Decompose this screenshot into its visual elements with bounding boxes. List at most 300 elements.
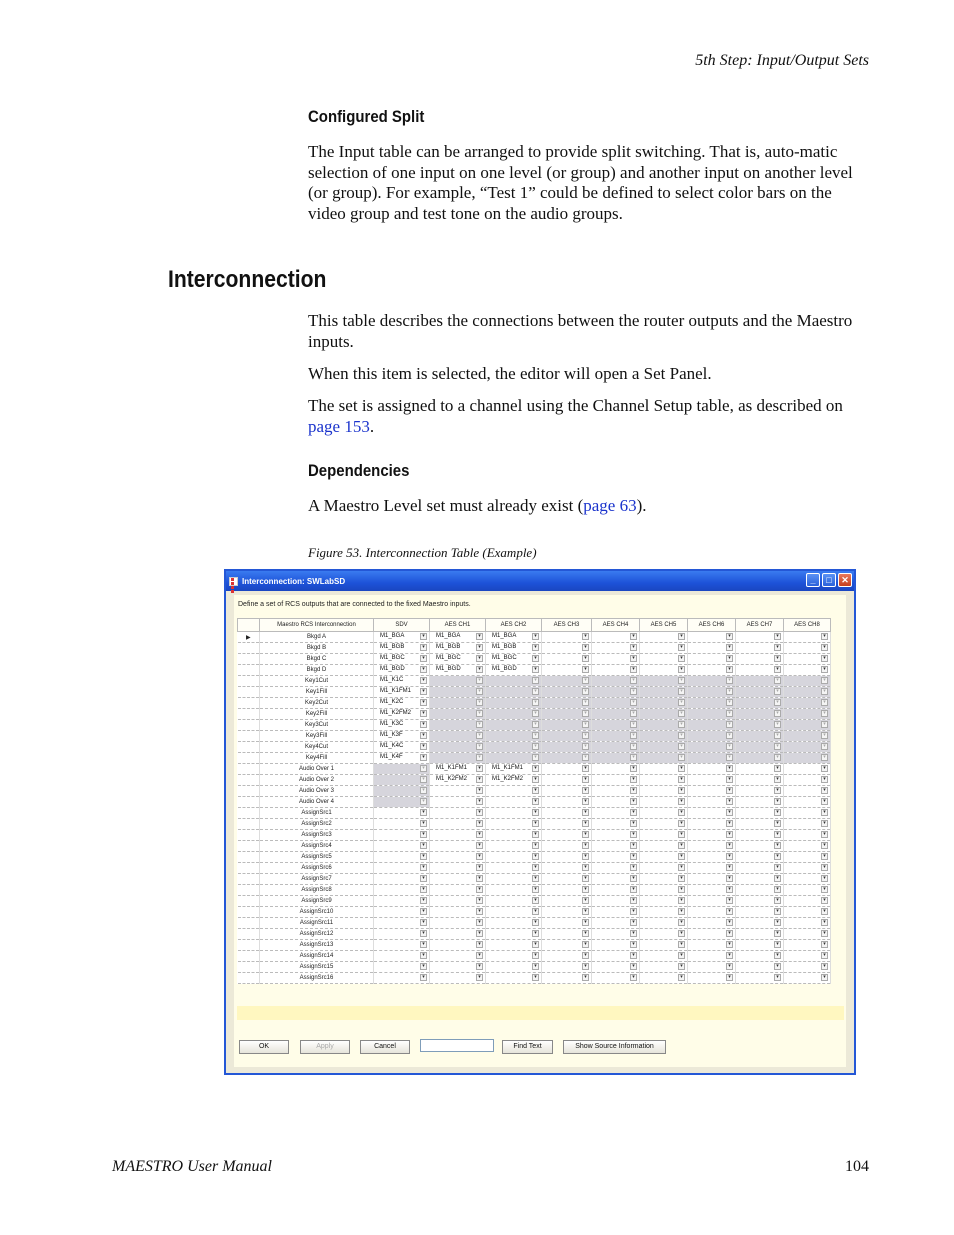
dropdown-arrow-icon[interactable]: ▾ — [476, 831, 483, 838]
grid-cell[interactable] — [592, 907, 640, 918]
grid-cell[interactable] — [486, 918, 542, 929]
grid-cell[interactable] — [486, 764, 542, 775]
dropdown-arrow-icon[interactable]: ▾ — [726, 798, 733, 805]
dropdown-arrow-icon[interactable]: ▾ — [678, 897, 685, 904]
dropdown-arrow-icon[interactable]: ▾ — [726, 941, 733, 948]
dropdown-arrow-icon[interactable]: ▾ — [420, 952, 427, 959]
table-row[interactable] — [238, 841, 831, 852]
find-text-button[interactable]: Find Text — [502, 1040, 553, 1054]
grid-cell[interactable] — [374, 808, 430, 819]
dropdown-arrow-icon[interactable]: ▾ — [774, 776, 781, 783]
dropdown-arrow-icon[interactable]: ▾ — [476, 842, 483, 849]
dropdown-arrow-icon[interactable]: ▾ — [774, 919, 781, 926]
grid-cell[interactable] — [784, 654, 831, 665]
dropdown-arrow-icon[interactable]: ▾ — [420, 831, 427, 838]
row-selector[interactable] — [238, 808, 260, 819]
grid-cell[interactable] — [430, 797, 486, 808]
dropdown-arrow-icon[interactable]: ▾ — [726, 875, 733, 882]
grid-cell[interactable] — [784, 973, 831, 984]
grid-cell[interactable] — [430, 665, 486, 676]
grid-cell[interactable] — [430, 775, 486, 786]
dropdown-arrow-icon[interactable]: ▾ — [532, 963, 539, 970]
dropdown-arrow-icon[interactable]: ▾ — [582, 952, 589, 959]
row-selector[interactable] — [238, 753, 260, 764]
dropdown-arrow-icon[interactable]: ▾ — [678, 952, 685, 959]
grid-cell[interactable] — [374, 863, 430, 874]
grid-cell[interactable] — [688, 962, 736, 973]
grid-cell[interactable] — [486, 885, 542, 896]
dropdown-arrow-icon[interactable]: ▾ — [532, 842, 539, 849]
grid-cell[interactable] — [486, 841, 542, 852]
dropdown-arrow-icon[interactable]: ▾ — [420, 633, 427, 640]
grid-cell[interactable] — [688, 830, 736, 841]
grid-cell[interactable] — [688, 929, 736, 940]
row-selector[interactable] — [238, 676, 260, 687]
dropdown-arrow-icon[interactable]: ▾ — [774, 952, 781, 959]
grid-cell[interactable] — [784, 643, 831, 654]
grid-cell[interactable] — [784, 918, 831, 929]
dropdown-arrow-icon[interactable]: ▾ — [774, 809, 781, 816]
grid-cell[interactable] — [688, 654, 736, 665]
dropdown-arrow-icon[interactable]: ▾ — [420, 919, 427, 926]
grid-cell[interactable] — [592, 786, 640, 797]
dropdown-arrow-icon[interactable]: ▾ — [532, 809, 539, 816]
table-row[interactable] — [238, 632, 831, 643]
table-row[interactable] — [238, 731, 831, 742]
dropdown-arrow-icon[interactable]: ▾ — [774, 655, 781, 662]
grid-cell[interactable] — [736, 907, 784, 918]
dropdown-arrow-icon[interactable]: ▾ — [630, 809, 637, 816]
dropdown-arrow-icon[interactable]: ▾ — [678, 842, 685, 849]
dropdown-arrow-icon[interactable]: ▾ — [420, 842, 427, 849]
dropdown-arrow-icon[interactable]: ▾ — [630, 919, 637, 926]
grid-cell[interactable] — [736, 885, 784, 896]
grid-cell[interactable] — [688, 786, 736, 797]
grid-cell[interactable] — [688, 819, 736, 830]
grid-cell[interactable] — [688, 665, 736, 676]
dropdown-arrow-icon[interactable]: ▾ — [476, 864, 483, 871]
grid-cell[interactable] — [592, 973, 640, 984]
dropdown-arrow-icon[interactable]: ▾ — [821, 864, 828, 871]
grid-cell[interactable] — [374, 698, 430, 709]
dropdown-arrow-icon[interactable]: ▾ — [582, 974, 589, 981]
table-row[interactable] — [238, 698, 831, 709]
grid-cell[interactable] — [542, 852, 592, 863]
dropdown-arrow-icon[interactable]: ▾ — [630, 787, 637, 794]
dropdown-arrow-icon[interactable]: ▾ — [582, 655, 589, 662]
grid-cell[interactable] — [640, 951, 688, 962]
grid-cell[interactable] — [592, 940, 640, 951]
dropdown-arrow-icon[interactable]: ▾ — [821, 952, 828, 959]
grid-cell[interactable] — [542, 797, 592, 808]
dropdown-arrow-icon[interactable]: ▾ — [630, 853, 637, 860]
table-row[interactable] — [238, 863, 831, 874]
grid-cell[interactable] — [640, 907, 688, 918]
grid-cell[interactable] — [542, 764, 592, 775]
row-selector[interactable] — [238, 654, 260, 665]
grid-cell[interactable] — [542, 874, 592, 885]
dropdown-arrow-icon[interactable]: ▾ — [476, 908, 483, 915]
dropdown-arrow-icon[interactable]: ▾ — [582, 633, 589, 640]
row-selector[interactable] — [238, 852, 260, 863]
grid-cell[interactable] — [592, 896, 640, 907]
grid-cell[interactable] — [640, 896, 688, 907]
grid-cell[interactable] — [688, 973, 736, 984]
table-row[interactable] — [238, 676, 831, 687]
grid-cell[interactable] — [430, 896, 486, 907]
grid-cell[interactable] — [592, 797, 640, 808]
dropdown-arrow-icon[interactable]: ▾ — [678, 886, 685, 893]
grid-cell[interactable] — [736, 786, 784, 797]
column-header[interactable]: AES CH8 — [784, 619, 831, 632]
grid-cell[interactable] — [486, 797, 542, 808]
grid-cell[interactable] — [374, 973, 430, 984]
dropdown-arrow-icon[interactable]: ▾ — [630, 655, 637, 662]
dropdown-arrow-icon[interactable]: ▾ — [476, 919, 483, 926]
row-selector[interactable] — [238, 687, 260, 698]
grid-cell[interactable] — [430, 962, 486, 973]
table-row[interactable] — [238, 709, 831, 720]
table-row[interactable] — [238, 808, 831, 819]
grid-cell[interactable] — [688, 940, 736, 951]
dropdown-arrow-icon[interactable]: ▾ — [726, 633, 733, 640]
dropdown-arrow-icon[interactable]: ▾ — [821, 963, 828, 970]
row-selector[interactable] — [238, 698, 260, 709]
grid-cell[interactable] — [486, 654, 542, 665]
table-row[interactable] — [238, 764, 831, 775]
row-selector[interactable] — [238, 874, 260, 885]
dropdown-arrow-icon[interactable]: ▾ — [678, 644, 685, 651]
dropdown-arrow-icon[interactable]: ▾ — [726, 897, 733, 904]
dropdown-arrow-icon[interactable]: ▾ — [476, 974, 483, 981]
maximize-button[interactable]: □ — [822, 573, 836, 587]
dropdown-arrow-icon[interactable]: ▾ — [532, 831, 539, 838]
dropdown-arrow-icon[interactable]: ▾ — [774, 864, 781, 871]
grid-cell[interactable] — [542, 643, 592, 654]
grid-cell[interactable] — [736, 962, 784, 973]
row-selector[interactable] — [238, 720, 260, 731]
row-selector[interactable] — [238, 973, 260, 984]
dropdown-arrow-icon[interactable]: ▾ — [726, 930, 733, 937]
dropdown-arrow-icon[interactable]: ▾ — [726, 655, 733, 662]
grid-cell[interactable] — [640, 962, 688, 973]
row-selector[interactable] — [238, 841, 260, 852]
dropdown-arrow-icon[interactable]: ▾ — [726, 765, 733, 772]
dropdown-arrow-icon[interactable]: ▾ — [774, 875, 781, 882]
grid-cell[interactable] — [736, 863, 784, 874]
grid-cell[interactable] — [374, 940, 430, 951]
grid-cell[interactable] — [640, 973, 688, 984]
dropdown-arrow-icon[interactable]: ▾ — [476, 765, 483, 772]
column-header[interactable]: AES CH4 — [592, 619, 640, 632]
dropdown-arrow-icon[interactable]: ▾ — [582, 820, 589, 827]
table-row[interactable] — [238, 896, 831, 907]
dropdown-arrow-icon[interactable]: ▾ — [476, 798, 483, 805]
grid-cell[interactable] — [542, 632, 592, 643]
grid-cell[interactable] — [430, 863, 486, 874]
dropdown-arrow-icon[interactable]: ▾ — [678, 798, 685, 805]
grid-cell[interactable] — [374, 907, 430, 918]
dropdown-arrow-icon[interactable]: ▾ — [476, 875, 483, 882]
dropdown-arrow-icon[interactable]: ▾ — [678, 776, 685, 783]
grid-cell[interactable] — [784, 830, 831, 841]
grid-cell[interactable] — [430, 643, 486, 654]
grid-cell[interactable] — [592, 775, 640, 786]
grid-cell[interactable] — [592, 951, 640, 962]
table-row[interactable] — [238, 786, 831, 797]
dropdown-arrow-icon[interactable]: ▾ — [476, 897, 483, 904]
grid-cell[interactable] — [688, 775, 736, 786]
grid-cell[interactable] — [542, 918, 592, 929]
close-button[interactable]: ✕ — [838, 573, 852, 587]
grid-cell[interactable] — [592, 808, 640, 819]
dropdown-arrow-icon[interactable]: ▾ — [532, 886, 539, 893]
dropdown-arrow-icon[interactable]: ▾ — [630, 644, 637, 651]
dropdown-arrow-icon[interactable]: ▾ — [582, 919, 589, 926]
dropdown-arrow-icon[interactable]: ▾ — [774, 886, 781, 893]
dropdown-arrow-icon[interactable]: ▾ — [678, 864, 685, 871]
dropdown-arrow-icon[interactable]: ▾ — [678, 809, 685, 816]
dropdown-arrow-icon[interactable]: ▾ — [678, 875, 685, 882]
column-header[interactable]: AES CH5 — [640, 619, 688, 632]
dropdown-arrow-icon[interactable]: ▾ — [821, 908, 828, 915]
dropdown-arrow-icon[interactable]: ▾ — [420, 721, 427, 728]
grid-cell[interactable] — [736, 896, 784, 907]
row-selector[interactable] — [238, 797, 260, 808]
dropdown-arrow-icon[interactable]: ▾ — [630, 930, 637, 937]
dropdown-arrow-icon[interactable]: ▾ — [582, 787, 589, 794]
cancel-button[interactable]: Cancel — [360, 1040, 410, 1054]
dropdown-arrow-icon[interactable]: ▾ — [582, 853, 589, 860]
dropdown-arrow-icon[interactable]: ▾ — [726, 820, 733, 827]
dropdown-arrow-icon[interactable]: ▾ — [678, 930, 685, 937]
dropdown-arrow-icon[interactable]: ▾ — [774, 666, 781, 673]
dropdown-arrow-icon[interactable]: ▾ — [476, 666, 483, 673]
row-selector[interactable] — [238, 742, 260, 753]
row-selector[interactable]: ▶ — [238, 632, 260, 643]
grid-cell[interactable] — [374, 676, 430, 687]
dropdown-arrow-icon[interactable]: ▾ — [582, 963, 589, 970]
grid-cell[interactable] — [592, 852, 640, 863]
dropdown-arrow-icon[interactable]: ▾ — [420, 930, 427, 937]
grid-cell[interactable] — [736, 819, 784, 830]
grid-cell[interactable] — [592, 885, 640, 896]
row-selector[interactable] — [238, 907, 260, 918]
dropdown-arrow-icon[interactable]: ▾ — [582, 765, 589, 772]
grid-cell[interactable] — [640, 654, 688, 665]
grid-cell[interactable] — [736, 764, 784, 775]
grid-cell[interactable] — [688, 885, 736, 896]
table-row[interactable] — [238, 665, 831, 676]
dropdown-arrow-icon[interactable]: ▾ — [476, 809, 483, 816]
dropdown-arrow-icon[interactable]: ▾ — [582, 809, 589, 816]
column-header[interactable]: AES CH2 — [486, 619, 542, 632]
dropdown-arrow-icon[interactable]: ▾ — [630, 864, 637, 871]
dropdown-arrow-icon[interactable]: ▾ — [420, 655, 427, 662]
grid-cell[interactable] — [592, 819, 640, 830]
grid-cell[interactable] — [592, 665, 640, 676]
dropdown-arrow-icon[interactable]: ▾ — [532, 787, 539, 794]
table-row[interactable] — [238, 753, 831, 764]
grid-cell[interactable] — [640, 852, 688, 863]
grid-cell[interactable] — [374, 896, 430, 907]
grid-cell[interactable] — [486, 951, 542, 962]
dropdown-arrow-icon[interactable]: ▾ — [726, 908, 733, 915]
grid-cell[interactable] — [374, 643, 430, 654]
grid-cell[interactable] — [542, 786, 592, 797]
dropdown-arrow-icon[interactable]: ▾ — [821, 919, 828, 926]
dropdown-arrow-icon[interactable]: ▾ — [476, 941, 483, 948]
grid-cell[interactable] — [784, 841, 831, 852]
grid-cell[interactable] — [784, 863, 831, 874]
grid-cell[interactable] — [736, 808, 784, 819]
dropdown-arrow-icon[interactable]: ▾ — [532, 919, 539, 926]
grid-cell[interactable] — [542, 896, 592, 907]
dropdown-arrow-icon[interactable]: ▾ — [774, 974, 781, 981]
dropdown-arrow-icon[interactable]: ▾ — [476, 633, 483, 640]
dropdown-arrow-icon[interactable]: ▾ — [821, 897, 828, 904]
grid-cell[interactable] — [784, 786, 831, 797]
dropdown-arrow-icon[interactable]: ▾ — [774, 831, 781, 838]
dropdown-arrow-icon[interactable]: ▾ — [821, 765, 828, 772]
dropdown-arrow-icon[interactable]: ▾ — [476, 930, 483, 937]
dropdown-arrow-icon[interactable]: ▾ — [678, 908, 685, 915]
grid-cell[interactable] — [542, 841, 592, 852]
grid-cell[interactable] — [640, 874, 688, 885]
dropdown-arrow-icon[interactable]: ▾ — [774, 798, 781, 805]
grid-cell[interactable] — [430, 929, 486, 940]
dropdown-arrow-icon[interactable]: ▾ — [582, 842, 589, 849]
grid-cell[interactable] — [736, 940, 784, 951]
dropdown-arrow-icon[interactable]: ▾ — [476, 952, 483, 959]
dropdown-arrow-icon[interactable]: ▾ — [420, 699, 427, 706]
grid-cell[interactable] — [592, 841, 640, 852]
dropdown-arrow-icon[interactable]: ▾ — [532, 776, 539, 783]
grid-cell[interactable] — [736, 632, 784, 643]
dropdown-arrow-icon[interactable]: ▾ — [532, 820, 539, 827]
grid-cell[interactable] — [784, 896, 831, 907]
grid-cell[interactable] — [688, 918, 736, 929]
dropdown-arrow-icon[interactable]: ▾ — [821, 776, 828, 783]
dropdown-arrow-icon[interactable]: ▾ — [821, 809, 828, 816]
dropdown-arrow-icon[interactable]: ▾ — [774, 897, 781, 904]
dropdown-arrow-icon[interactable]: ▾ — [532, 864, 539, 871]
column-header[interactable]: AES CH3 — [542, 619, 592, 632]
grid-cell[interactable] — [736, 654, 784, 665]
grid-cell[interactable] — [784, 632, 831, 643]
grid-cell[interactable] — [486, 852, 542, 863]
table-row[interactable] — [238, 874, 831, 885]
grid-cell[interactable] — [430, 885, 486, 896]
column-header[interactable]: SDV — [374, 619, 430, 632]
dropdown-arrow-icon[interactable]: ▾ — [630, 941, 637, 948]
minimize-button[interactable]: _ — [806, 573, 820, 587]
name-column-header[interactable]: Maestro RCS Interconnection — [260, 619, 374, 632]
grid-cell[interactable] — [430, 852, 486, 863]
show-source-button[interactable]: Show Source Information — [563, 1040, 666, 1054]
grid-cell[interactable] — [688, 896, 736, 907]
grid-cell[interactable] — [736, 929, 784, 940]
grid-cell[interactable] — [542, 775, 592, 786]
find-input[interactable] — [420, 1039, 494, 1052]
grid-cell[interactable] — [430, 940, 486, 951]
grid-cell[interactable] — [486, 808, 542, 819]
grid-cell[interactable] — [784, 852, 831, 863]
grid-cell[interactable] — [430, 654, 486, 665]
dropdown-arrow-icon[interactable]: ▾ — [532, 875, 539, 882]
grid-cell[interactable] — [430, 841, 486, 852]
grid-cell[interactable] — [374, 731, 430, 742]
grid-cell[interactable] — [736, 665, 784, 676]
grid-cell[interactable] — [542, 819, 592, 830]
grid-cell[interactable] — [688, 907, 736, 918]
dropdown-arrow-icon[interactable]: ▾ — [532, 655, 539, 662]
table-row[interactable] — [238, 885, 831, 896]
dropdown-arrow-icon[interactable]: ▾ — [821, 633, 828, 640]
table-row[interactable] — [238, 973, 831, 984]
dropdown-arrow-icon[interactable]: ▾ — [420, 677, 427, 684]
dropdown-arrow-icon[interactable]: ▾ — [420, 886, 427, 893]
grid-cell[interactable] — [592, 929, 640, 940]
grid-cell[interactable] — [486, 819, 542, 830]
dropdown-arrow-icon[interactable]: ▾ — [420, 644, 427, 651]
grid-cell[interactable] — [486, 775, 542, 786]
grid-cell[interactable] — [542, 907, 592, 918]
grid-cell[interactable] — [688, 764, 736, 775]
dropdown-arrow-icon[interactable]: ▾ — [582, 776, 589, 783]
dropdown-arrow-icon[interactable]: ▾ — [476, 776, 483, 783]
grid-cell[interactable] — [374, 830, 430, 841]
grid-cell[interactable] — [592, 874, 640, 885]
dropdown-arrow-icon[interactable]: ▾ — [726, 963, 733, 970]
dropdown-arrow-icon[interactable]: ▾ — [630, 765, 637, 772]
grid-cell[interactable] — [784, 907, 831, 918]
grid-cell[interactable] — [430, 764, 486, 775]
ok-button[interactable]: OK — [239, 1040, 289, 1054]
dropdown-arrow-icon[interactable]: ▾ — [630, 875, 637, 882]
page-63-link[interactable]: page 63 — [583, 496, 637, 515]
grid-cell[interactable] — [374, 709, 430, 720]
dropdown-arrow-icon[interactable]: ▾ — [630, 842, 637, 849]
dropdown-arrow-icon[interactable]: ▾ — [774, 644, 781, 651]
grid-cell[interactable] — [374, 665, 430, 676]
grid-cell[interactable] — [430, 808, 486, 819]
dropdown-arrow-icon[interactable]: ▾ — [774, 842, 781, 849]
table-row[interactable] — [238, 775, 831, 786]
row-selector[interactable] — [238, 731, 260, 742]
row-selector[interactable] — [238, 786, 260, 797]
row-selector[interactable] — [238, 940, 260, 951]
dropdown-arrow-icon[interactable]: ▾ — [774, 963, 781, 970]
table-row[interactable] — [238, 962, 831, 973]
grid-cell[interactable] — [592, 654, 640, 665]
dropdown-arrow-icon[interactable]: ▾ — [582, 864, 589, 871]
dropdown-arrow-icon[interactable]: ▾ — [821, 930, 828, 937]
dropdown-arrow-icon[interactable]: ▾ — [476, 886, 483, 893]
table-row[interactable] — [238, 929, 831, 940]
grid-cell[interactable] — [486, 896, 542, 907]
dropdown-arrow-icon[interactable]: ▾ — [726, 864, 733, 871]
dropdown-arrow-icon[interactable]: ▾ — [630, 974, 637, 981]
grid-cell[interactable] — [640, 940, 688, 951]
dropdown-arrow-icon[interactable]: ▾ — [678, 831, 685, 838]
grid-cell[interactable] — [542, 830, 592, 841]
grid-cell[interactable] — [430, 632, 486, 643]
dropdown-arrow-icon[interactable]: ▾ — [678, 655, 685, 662]
grid-cell[interactable] — [688, 863, 736, 874]
grid-cell[interactable] — [784, 951, 831, 962]
table-row[interactable] — [238, 830, 831, 841]
